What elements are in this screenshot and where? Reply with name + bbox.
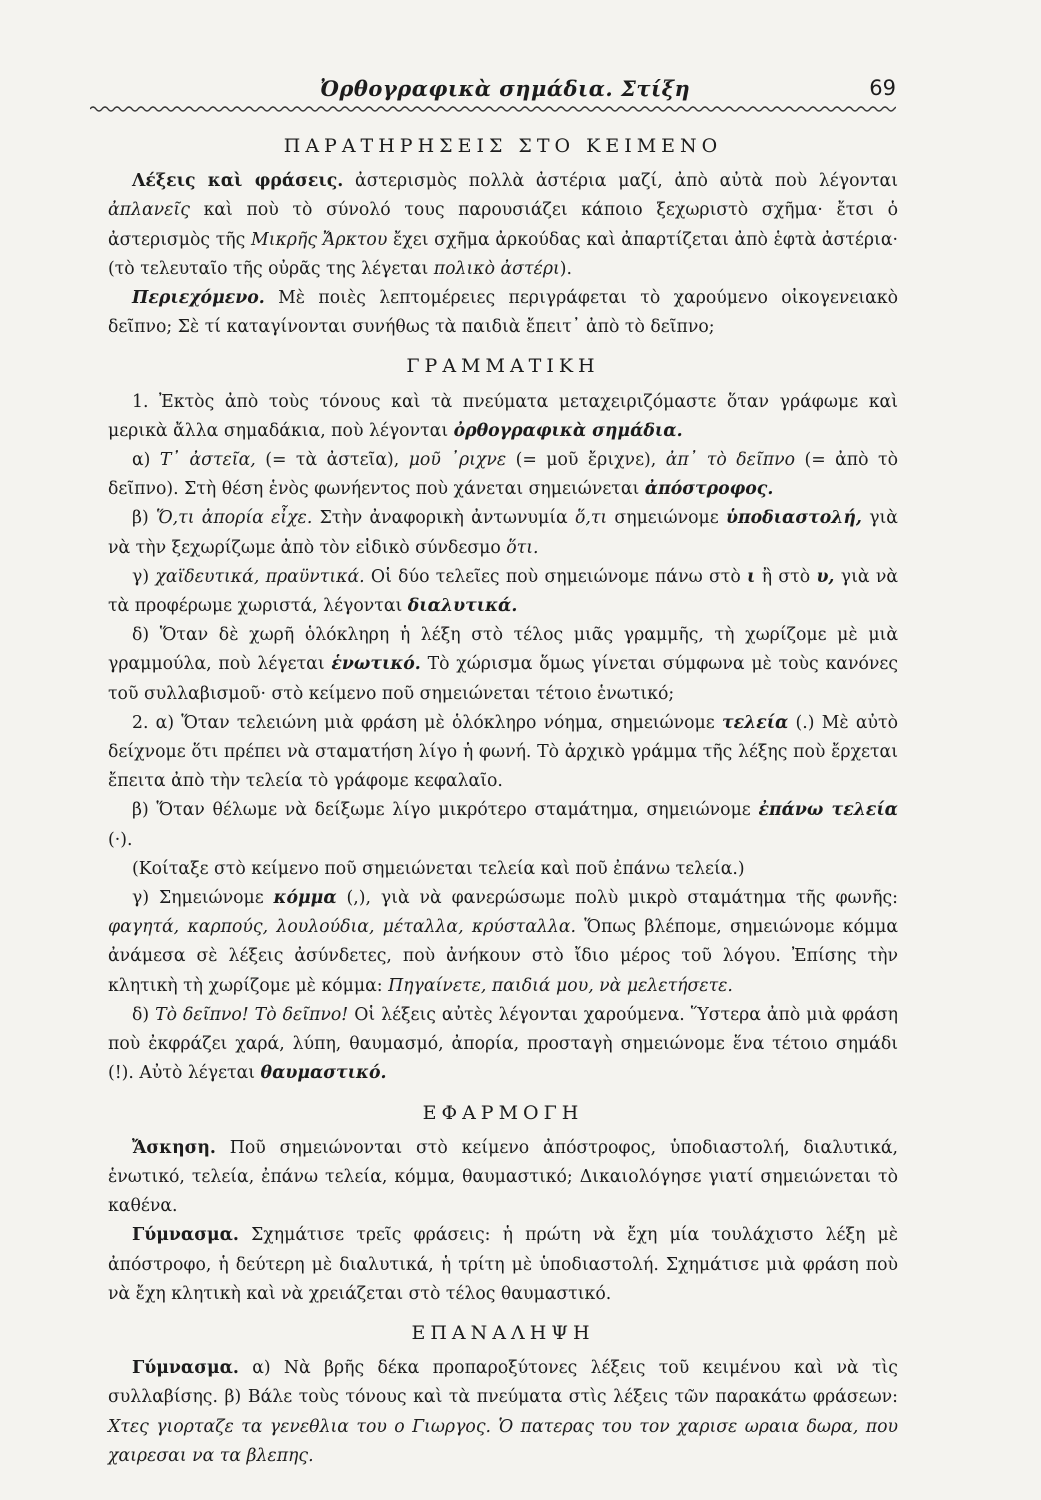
heading-observations: ΠΑΡΑΤΗΡΗΣΕΙΣ ΣΤΟ ΚΕΙΜΕΝΟ [283, 135, 723, 157]
gamma-text-2: ἢ στὸ [755, 566, 817, 587]
review-gym-text: α) Νὰ βρῆς δέκα προπαροξύτονες λέξεις τοῦ κειμένου καὶ νὰ τὶς συλλαβίσης. β) Βάλε τοὺς τόνους καὶ τὰ πνεύματα στὶς λέξεις τῶν παρακάτω φράσεων: [108, 1358, 898, 1408]
p2d-text: Οἱ λέξεις αὐτὲς λέγονται χαρούμενα. Ὕστερα ἀπὸ μιὰ φράση ποὺ ἐκφράζει χαρά, λύπη, θαυμασμό, ἀπορία, προσταγὴ σημειώνομε ἕνα τέτοιο σημάδι (!). Αὐτὸ λέγεται [108, 1004, 899, 1084]
p2c-text: γ) Σημειώνομε [132, 888, 274, 909]
beta-oti-2: ὅτι. [506, 537, 539, 558]
p2c-example: φαγητά, καρπούς, λουλούδια, μέταλλα, κρύσταλλα. [108, 917, 576, 938]
delta-text: δ) Ὅταν δὲ χωρῆ ὁλόκληρη ἡ λέξη στὸ τέλος μιᾶς γραμμῆς, τὴ χωρίζομε μὲ μιὰ γραμμούλα, ποὺ λέγεται [108, 625, 898, 675]
grammar-p2b [108, 796, 898, 854]
grammar-p1-text: 1. Ἐκτὸς ἀπὸ τοὺς τόνους καὶ τὰ πνεύματα μεταχειριζόμαστε ὅταν γράφωμε καὶ μερικὰ ἄλλα σημαδάκια, ποὺ λέγονται [108, 391, 898, 441]
grammar-alpha [108, 446, 898, 504]
words-polar: πολικὸ ἀστέρι [433, 258, 560, 279]
alpha-example-2: μοῦ ᾽ριχνε [408, 450, 507, 471]
delta-text-2: Τὸ χώρισμα ὅμως γίνεται σύμφωνα μὲ τοὺς κανόνες τοῦ συλλαβισμοῦ· στὸ κείμενο ποῦ σημειώνεται τέτοιο ἑνωτικό; [108, 654, 898, 704]
beta-text-3: γιὰ νὰ τὴν ξεχωρίζωμε ἀπὸ τὸν εἰδικὸ σύνδεσμο [108, 508, 898, 558]
p2d-term: θαυμαστικό. [260, 1063, 387, 1084]
content-paragraph [108, 284, 898, 342]
p2c-text-2: (,), γιὰ νὰ φανερώσωμε πολὺ μικρὸ σταμάτημα τῆς φωνῆς: [336, 888, 898, 909]
p2c-text-3: Ὅπως βλέπομε, σημειώνομε κόμμα ἀνάμεσα σὲ λέξεις ἀσύνδετες, ποὺ ἀνήκουν στὸ ἴδιο μέρος τοῦ λόγου. Ἐπίσης τὴν κλητικὴ τὴ χωρίζομε μὲ κόμμα: [108, 917, 898, 996]
words-planets: ἀπλανεῖς [108, 200, 190, 221]
grammar-beta [108, 504, 898, 562]
review-gym [108, 1354, 898, 1471]
gamma-example: χαϊδευτικά, πραϋντικά. [155, 566, 365, 587]
heading-review: ΕΠΑΝΑΛΗΨΗ [411, 1321, 595, 1344]
alpha-note-2: (= μοῦ ἔριχνε), [506, 450, 666, 471]
review-gym-example: Χτες γιορταζε τα γενεθλια του ο Γιωργος. Ὁ πατερας του τον χαρισε ωραια δωρα, που χαιρεσαι να τα βλεπης. [108, 1416, 898, 1466]
alpha-example-3: ἀπ᾽ τὸ δεῖπνο [665, 450, 795, 471]
gamma-text: Οἱ δύο τελεῖες ποὺ σημειώνομε πάνω στὸ [364, 566, 748, 587]
words-text-d: ). [559, 258, 573, 279]
p2c-term: κόμμα [273, 888, 337, 909]
content-label: Περιεχόμενο. [132, 288, 265, 309]
running-title: Ὀρθογραφικὰ σημάδια. Στίξη [320, 76, 691, 101]
words-paragraph [108, 167, 898, 284]
p2b-text: β) Ὅταν θέλωμε νὰ δείξωμε λίγο μικρότερο σταμάτημα, σημειώνομε [132, 800, 759, 821]
beta-oti: ὅ,τι [574, 508, 608, 529]
words-bear: Μικρῆς Ἄρκτου [251, 229, 388, 250]
words-text-a: ἀστερισμὸς πολλὰ ἀστέρια μαζί, ἀπὸ αὐτὰ ποὺ λέγονται [343, 171, 899, 192]
alpha-prefix: α) [132, 450, 160, 471]
gamma-ypsilon: υ, [816, 566, 835, 587]
p2d-example: Τὸ δεῖπνο! Τὸ δεῖπνο! [155, 1004, 349, 1025]
words-label: Λέξεις καὶ φράσεις. [132, 171, 344, 192]
p2a-text-2: (.) Μὲ αὐτὸ δείχνομε ὅτι πρέπει νὰ σταματήση λίγο ἡ φωνή. Τὸ ἀρχικὸ γράμμα τῆς λέξης ποὺ ἔρχεται ἔπειτα ἀπὸ τὴν τελεία τὸ γράφομε κεφαλαῖο. [108, 712, 898, 792]
gamma-iota: ι [747, 566, 756, 587]
page-header [90, 68, 896, 108]
application-exercise [108, 1134, 898, 1222]
p2a-text: 2. α) Ὅταν τελειώνη μιὰ φράση μὲ ὁλόκληρο νόημα, σημειώνομε [132, 712, 722, 733]
heading-application: ΕΦΑΡΜΟΓΗ [422, 1101, 584, 1124]
application-gym [108, 1221, 898, 1309]
beta-text: Στὴν ἀναφορικὴ ἀντωνυμία [312, 508, 575, 529]
application-gym-text: Σχημάτισε τρεῖς φράσεις: ἡ πρώτη νὰ ἔχη μία τουλάχιστο λέξη μὲ ἀπόστροφο, ἡ δεύτερη μὲ διαλυτικά, ἡ τρίτη μὲ ὑποδιαστολή. Σχημάτισε μιὰ φράση ποὺ νὰ ἔχη κλητικὴ καὶ νὰ χρειάζεται στὸ τέλος θαυμαστικό. [108, 1225, 898, 1304]
grammar-gamma [108, 563, 898, 621]
gamma-prefix: γ) [132, 566, 156, 587]
grammar-p2d [108, 1001, 898, 1089]
alpha-note-3: (= ἀπὸ τὸ δεῖπνο). Στὴ θέση ἑνὸς φωνήεντος ποὺ χάνεται σημειώνεται [108, 450, 898, 500]
grammar-p2c [108, 884, 898, 1001]
alpha-term: ἀπόστροφος. [644, 479, 774, 500]
grammar-delta [108, 621, 898, 709]
grammar-p1-term: ὀρθογραφικὰ σημάδια. [453, 420, 683, 441]
alpha-note-1: (= τὰ ἀστεῖα), [255, 450, 409, 471]
grammar-p1 [108, 388, 898, 446]
alpha-example-1: Τ᾽ ἀστεῖα, [159, 450, 256, 471]
content-text: Μὲ ποιὲς λεπτομέρειες περιγράφεται τὸ χαρούμενο οἰκογενειακὸ δεῖπνο; Σὲ τί καταγίνονται συνήθως τὰ παιδιὰ ἔπειτ᾽ ἀπὸ τὸ δεῖπνο; [108, 288, 898, 338]
p2a-term: τελεία [721, 712, 789, 733]
grammar-p2a [108, 709, 898, 797]
p2c-example-2: Πηγαίνετε, παιδιά μου, νὰ μελετήσετε. [388, 975, 733, 996]
page-number: 69 [869, 76, 896, 100]
delta-term: ἑνωτικό. [331, 654, 421, 675]
look-text: (Κοίταξε στὸ κείμενο ποῦ σημειώνεται τελεία καὶ ποῦ ἐπάνω τελεία.) [132, 858, 745, 879]
grammar-look [108, 855, 898, 884]
wavy-rule [90, 104, 896, 114]
beta-prefix: β) [132, 508, 156, 529]
gamma-term: διαλυτικά. [407, 596, 518, 617]
gamma-text-3: γιὰ νὰ τὰ προφέρωμε χωριστά, λέγονται [108, 566, 898, 617]
exercise-text: Ποῦ σημειώνονται στὸ κείμενο ἀπόστροφος, ὑποδιαστολή, διαλυτικά, ἑνωτικό, τελεία, ἐπάνω τελεία, κόμμα, θαυμαστικό; Δικαιολόγησε γιατί σημειώνεται τὸ καθένα. [108, 1137, 898, 1217]
p2b-term: ἐπάνω τελεία [758, 800, 898, 821]
words-text-b: καὶ ποὺ τὸ σύνολό τους παρουσιάζει κάποιο ξεχωριστὸ σχῆμα· ἔτσι ὁ ἀστερισμὸς τῆς [108, 200, 898, 250]
beta-text-2: σημειώνομε [607, 508, 726, 529]
words-text-c: ἔχει σχῆμα ἀρκούδας καὶ ἀπαρτίζεται ἀπὸ ἑφτὰ ἀστέρια· (τὸ τελευταῖο τῆς οὐρᾶς της λέγεται [108, 229, 898, 279]
review-gym-label: Γύμνασμα. [132, 1358, 239, 1379]
beta-term: ὑποδιαστολή, [725, 508, 862, 529]
page-content [108, 128, 898, 1471]
p2b-text-2: (·). [108, 829, 133, 850]
heading-grammar: ΓΡΑΜΜΑΤΙΚΗ [406, 355, 600, 378]
beta-example: Ὅ,τι ἀπορία εἶχε. [156, 508, 313, 529]
exercise-label: Ἄσκηση. [132, 1137, 216, 1158]
p2d-prefix: δ) [132, 1004, 156, 1025]
application-gym-label: Γύμνασμα. [132, 1225, 239, 1246]
